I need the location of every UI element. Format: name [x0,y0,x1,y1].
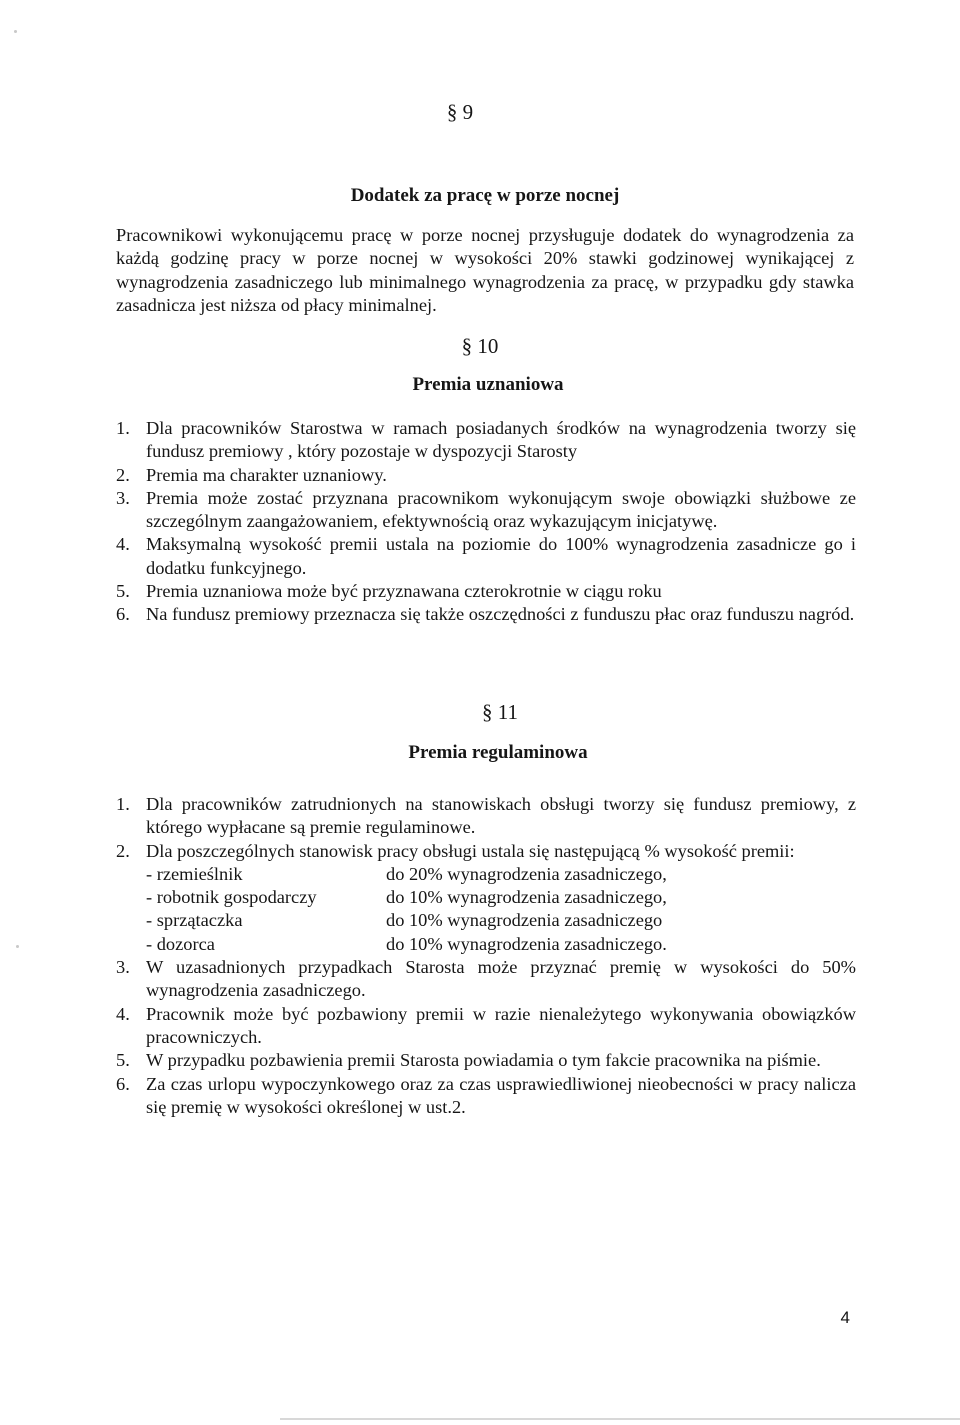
list-item-text: Dla pracowników zatrudnionych na stanowiskach obsługi tworzy się fundusz premiowy, z którego wypłacane są premie regulaminowe. [146,794,856,838]
list-item [116,1049,856,1072]
list-item-text: Dla poszczególnych stanowisk pracy obsługi ustala się następującą % wysokość premii: [146,840,795,861]
list-item [116,487,856,534]
list-item-number: 3. [116,957,130,978]
premium-rate: do 10% wynagrodzenia zasadniczego. [386,933,667,954]
list-item [116,464,856,487]
list-item-text: Premia ma charakter uznaniowy. [146,464,387,485]
list-item-number: 6. [116,604,130,625]
scan-speck [14,30,17,33]
premium-rates-table [146,863,856,956]
list-item [116,417,856,464]
section-10-list [116,417,856,627]
section-10-mark: § 10 [461,334,499,358]
list-item-number: 1. [116,418,130,438]
list-item-number: 4. [116,1003,130,1024]
section-9-mark: § 9 [446,100,474,124]
list-item [116,603,856,626]
list-item [116,793,856,840]
premium-rate-row [146,909,856,932]
list-item [116,840,856,956]
premium-rate: do 10% wynagrodzenia zasadniczego [386,910,663,931]
list-item [116,956,856,1003]
scan-edge-line [280,1418,960,1420]
section-9-paragraph: Pracownikowi wykonującemu pracę w porze nocnej przysługuje dodatek do wynagrodzenia za każdą godzinę pracy w porze nocnej w wysokości 20% stawki godzinowej wynikającej z wynagrodzenia zasadniczego lub minimalnego wynagrodzenia za pracę, w przypadku gdy stawka zasadnicza jest niższa od płacy minimalnej. [116,225,854,315]
list-item-number: 3. [116,487,130,508]
job-title: - rzemieślnik [146,863,243,884]
list-item-text: Premia może zostać przyznana pracownikom wykonującym swoje obowiązki służbowe ze szczególnym zaangażowaniem, efektywnością oraz wykazującym inicjatywę. [146,487,856,532]
premium-rate-row [146,886,856,909]
premium-rate-row [146,863,856,886]
list-item-number: 4. [116,534,130,555]
list-item-number: 6. [116,1073,130,1094]
list-item-number: 5. [116,581,130,602]
job-title: - sprzątaczka [146,910,243,931]
list-item-number: 2. [116,840,130,861]
section-10-title: Premia uznaniowa [412,374,564,395]
section-11-title: Premia regulaminowa [408,742,588,763]
list-item-text: Maksymalną wysokość premii ustala na poziomie do 100% wynagrodzenia zasadnicze go i dodatku funkcyjnego. [146,534,856,578]
list-item [116,533,856,580]
page-number: 4 [840,1308,850,1327]
list-item-number: 1. [116,794,130,814]
job-title: - robotnik gospodarczy [146,887,317,908]
section-11-mark: § 11 [482,700,518,724]
list-item [116,1073,856,1120]
section-11-list [116,793,856,1119]
list-item-text: W uzasadnionych przypadkach Starosta może przyznać premię w wysokości do 50% wynagrodzenia zasadniczego. [146,957,856,1001]
list-item [116,580,856,603]
premium-rate: do 20% wynagrodzenia zasadniczego, [386,863,667,884]
job-title: - dozorca [146,933,215,954]
list-item [116,1003,856,1050]
list-item-text: W przypadku pozbawienia premii Starosta powiadamia o tym fakcie pracownika na piśmie. [146,1050,821,1071]
list-item-text: Na fundusz premiowy przeznacza się także oszczędności z funduszu płac oraz funduszu nagród. [146,604,855,625]
list-item-number: 2. [116,464,130,485]
list-item-text: Pracownik może być pozbawiony premii w razie nienależytego wykonywania obowiązków pracowniczych. [146,1003,856,1047]
list-item-text: Premia uznaniowa może być przyznawana czterokrotnie w ciągu roku [146,581,662,602]
section-9-title: Dodatek za pracę w porze nocnej [350,185,620,206]
premium-rate: do 10% wynagrodzenia zasadniczego, [386,887,667,908]
scan-speck [16,945,19,948]
premium-rate-row [146,933,856,956]
list-item-text: Za czas urlopu wypoczynkowego oraz za czas usprawiedliwionej nieobecności w pracy nalicza się premię w wysokości określonej w ust.2. [146,1073,856,1117]
list-item-text: Dla pracowników Starostwa w ramach posiadanych środków na wynagrodzenia tworzy się fundusz premiowy , który pozostaje w dyspozycji Starosty [146,418,856,462]
list-item-number: 5. [116,1050,130,1071]
